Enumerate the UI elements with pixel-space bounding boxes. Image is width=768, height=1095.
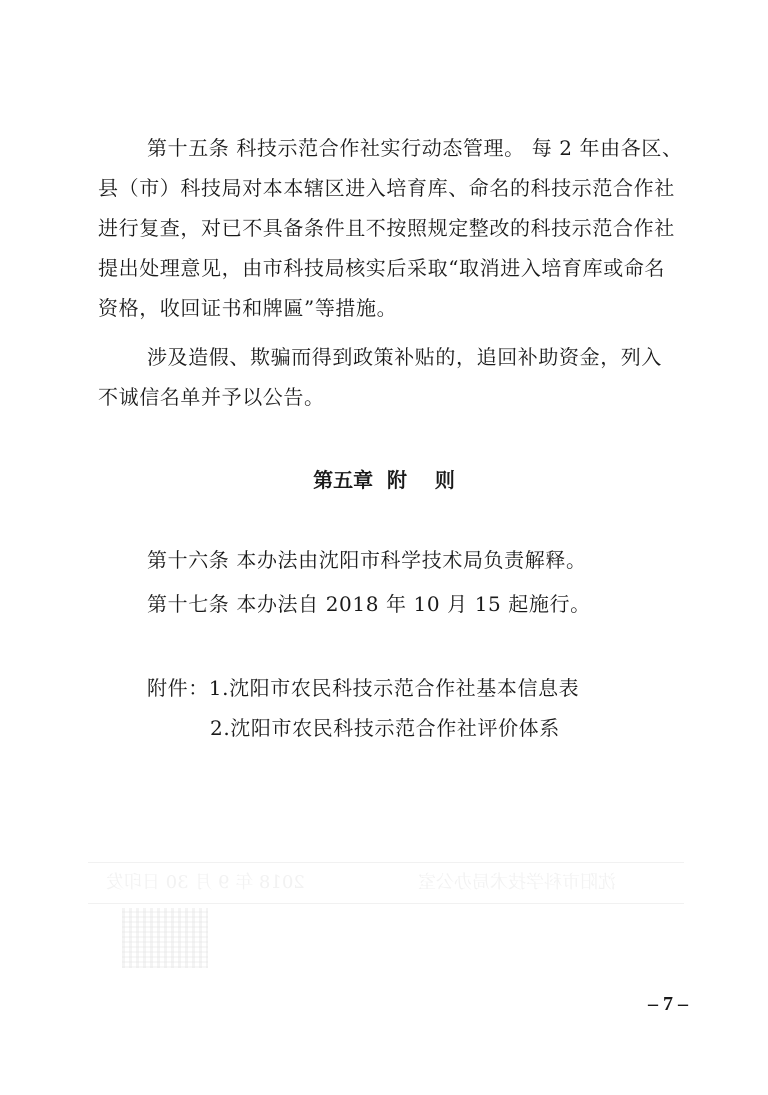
article15-line-2: 县（市）科技局对本本辖区进入培育库、命名的科技示范合作社: [98, 176, 675, 200]
article15-line-4: 提出处理意见，由市科技局核实后采取“取消进入培育库或命名: [98, 256, 666, 280]
page-number: – 7 –: [648, 993, 688, 1015]
faded-print-date: 2018 年 9 月 30 日印发: [106, 872, 305, 893]
attachments-line-1: 附件：1.沈阳市农民科技示范合作社基本信息表: [147, 676, 580, 700]
article15-line-1: 第十五条 科技示范合作社实行动态管理。 每 2 年由各区、: [147, 136, 683, 160]
article16: 第十六条 本办法由沈阳市科学技术局负责解释。: [147, 548, 587, 572]
faded-issuing-office: 沈阳市科学技术局办公室: [418, 872, 616, 893]
fraud-line-2: 不诚信名单并予以公告。: [98, 385, 325, 409]
article15-line-5: 资格，收回证书和牌匾”等措施。: [98, 296, 398, 320]
article17: 第十七条 本办法自 2018 年 10 月 15 起施行。: [147, 592, 591, 616]
attachments-line-2: 2.沈阳市农民科技示范合作社评价体系: [210, 716, 560, 740]
faded-print-footer: [88, 862, 684, 904]
article15-line-3: 进行复查，对已不具备条件且不按照规定整改的科技示范合作社: [98, 216, 675, 240]
fraud-line-1: 涉及造假、欺骗而得到政策补贴的，追回补助资金，列入: [147, 345, 662, 369]
chapter-title: 第五章 附 则: [313, 468, 455, 492]
faded-stamp-mark: [122, 908, 208, 968]
